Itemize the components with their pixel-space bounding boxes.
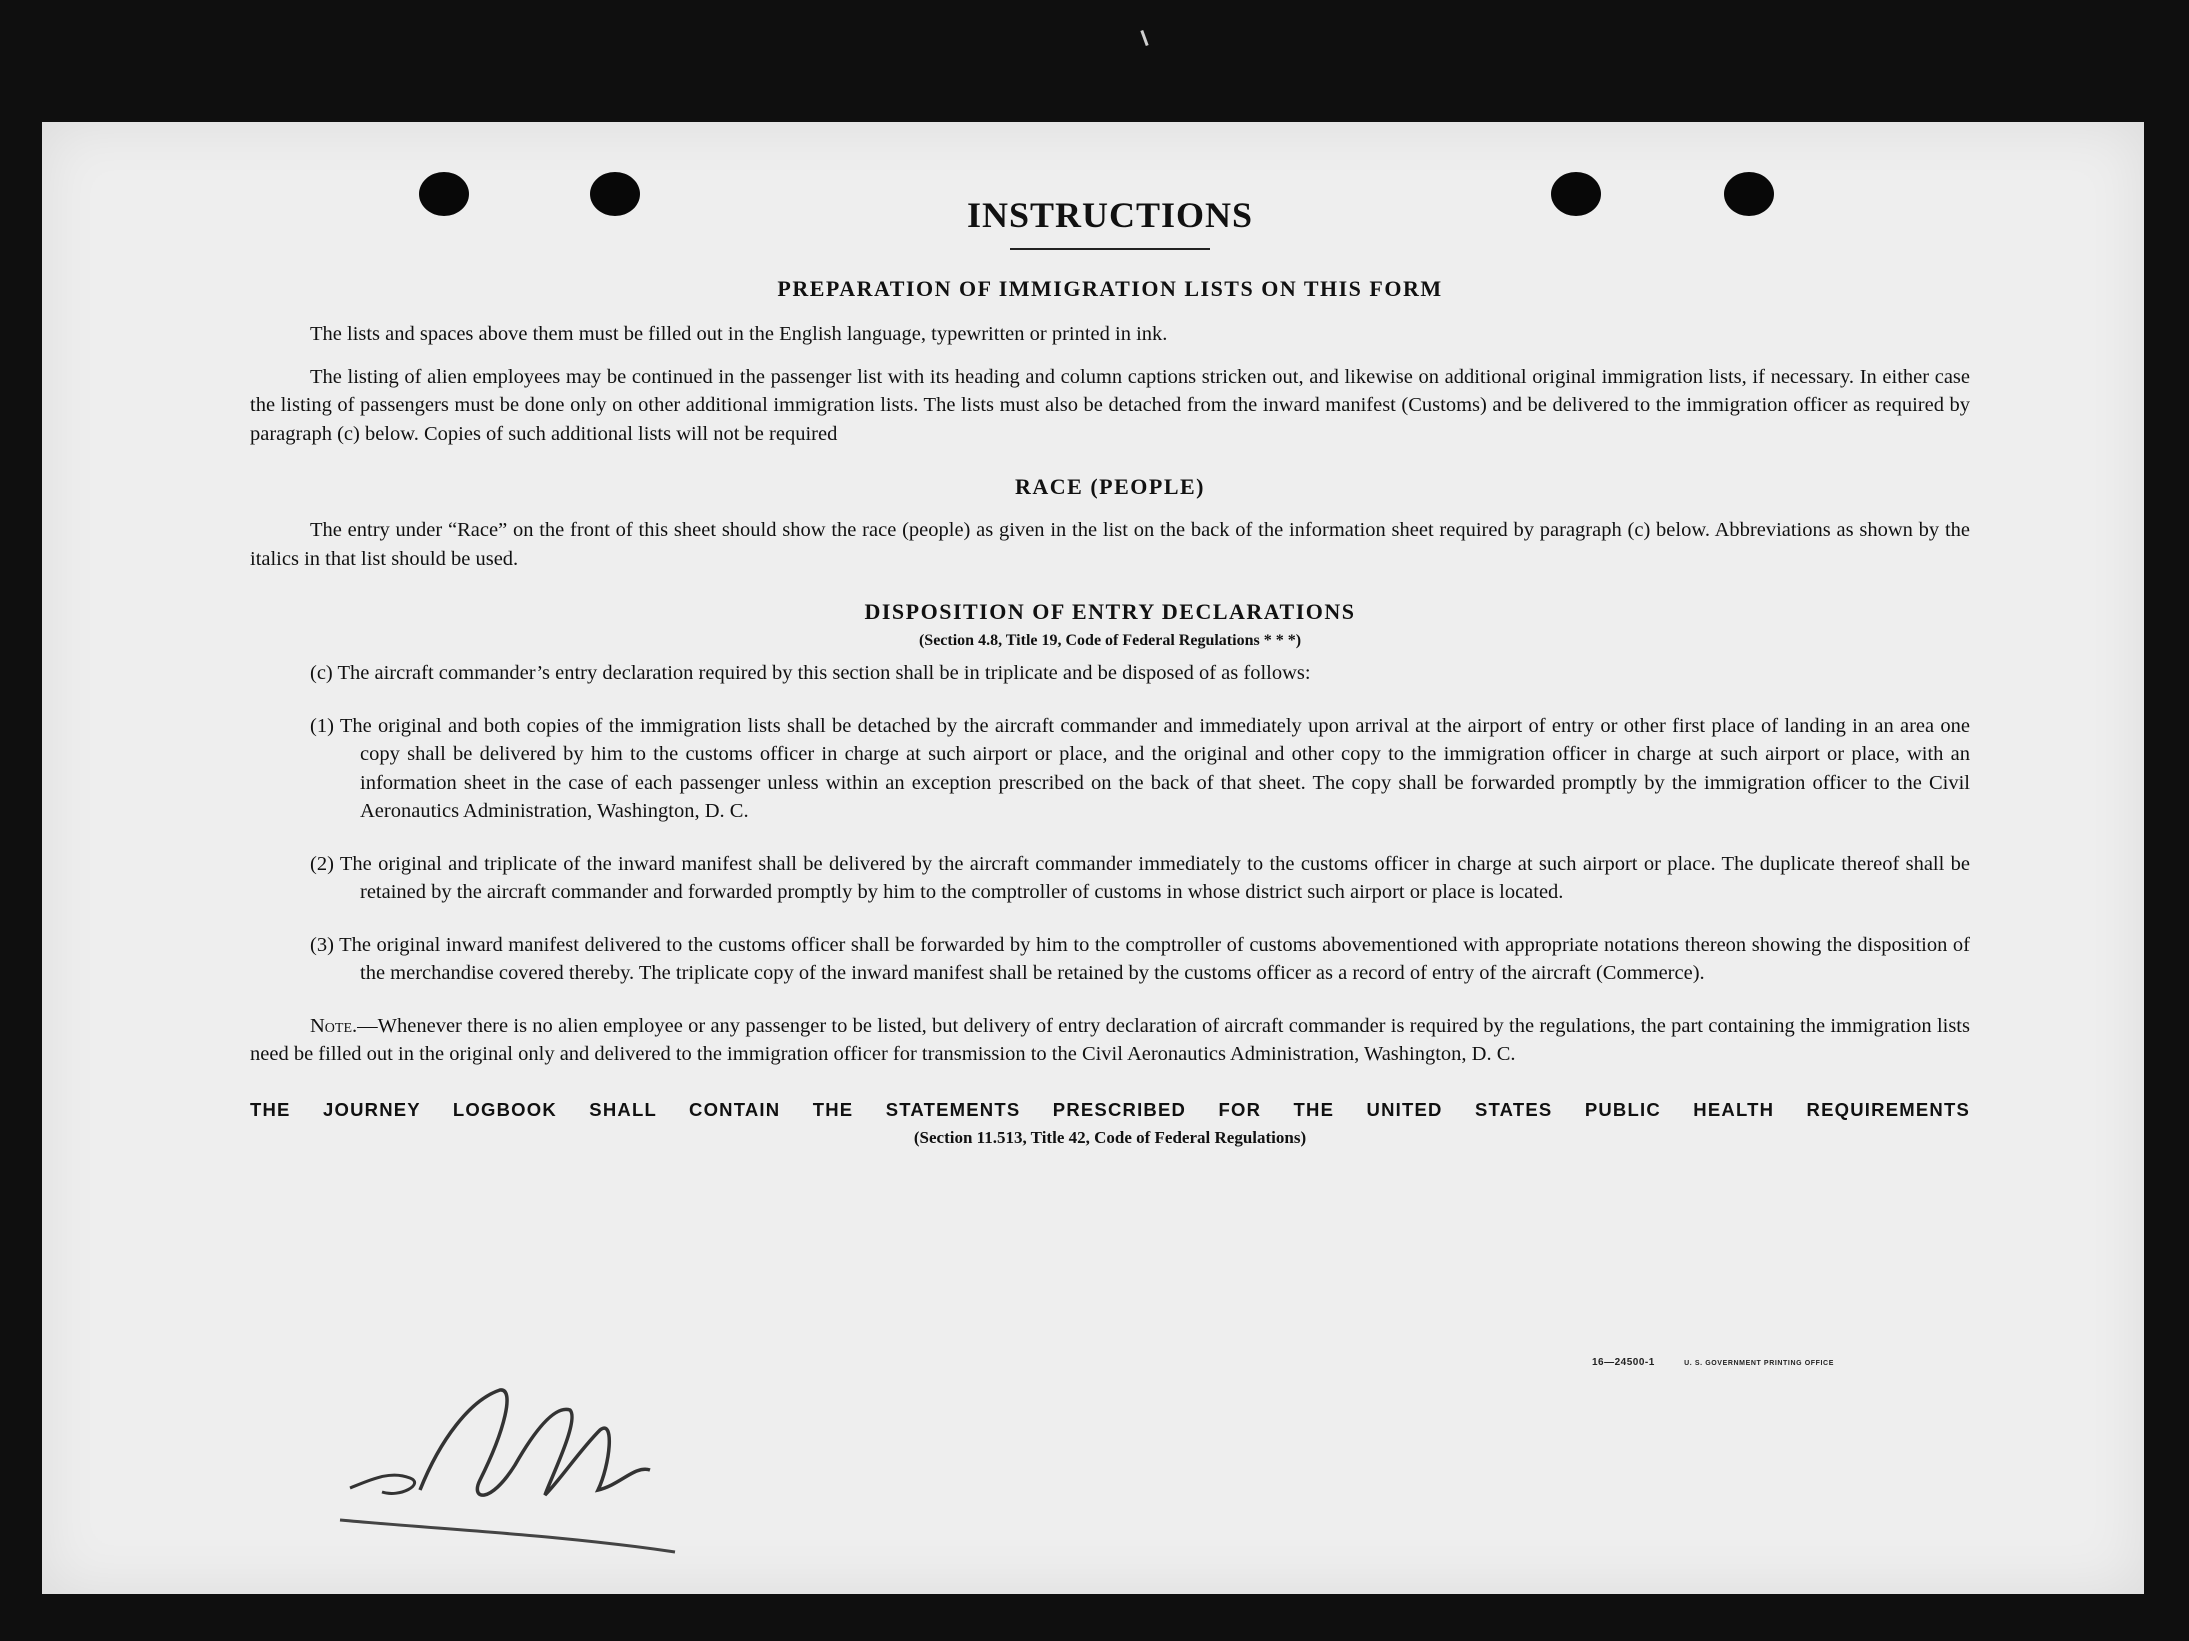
instructions-body [250, 190, 1970, 1151]
race-paragraph: The entry under “Race” on the front of this sheet should show the race (people) as given in the list on the back of the information sheet required by paragraph (c) below. Abbreviations as shown by the italics in that list should be used. [250, 519, 1970, 570]
note-paragraph [250, 1012, 1970, 1069]
disposition-item-3: (3) The original inward manifest delivered to the customs officer shall be forwarded by him to the comptroller of customs abovementioned with appropriate notations thereon showing the disposition of the merchandise covered thereby. The triplicate copy of the inward manifest shall be retained by the customs officer as a record of entry of the aircraft (Commerce). [310, 933, 1970, 984]
preparation-paragraph-1: The lists and spaces above them must be filled out in the English language, typewritten or printed in ink. [310, 323, 1168, 345]
disposition-item-1: (1) The original and both copies of the immigration lists shall be detached by the aircraft commander and immediately upon arrival at the airport of entry or other first place of landing in an area one copy shall be delivered by him to the customs officer in charge at such airport or place, and the original and other copy to the immigration officer in charge at such airport or place, with an information sheet in the case of each passenger unless within an exception prescribed on the back of that sheet. The copy shall be forwarded promptly by the immigration officer to the Civil Aeronautics Administration, Washington, D. C. [310, 714, 1970, 822]
title-underline [1010, 248, 1210, 250]
disposition-citation: (Section 4.8, Title 19, Code of Federal Regulations * * *) [918, 632, 1302, 649]
note-text: —Whenever there is no alien employee or any passenger to be listed, but delivery of entry declaration of aircraft commander is required by the regulations, the part containing the immigration lists need be filled out in the original only and delivered to the immigration officer for transmission to the Civil Aeronautics Administration, Washington, D. C. [250, 1014, 1970, 1065]
form-number: 16—24500-1 [1592, 1357, 1655, 1368]
section-heading-disposition: DISPOSITION OF ENTRY DECLARATIONS [864, 599, 1356, 624]
page-title: INSTRUCTIONS [966, 195, 1254, 235]
printer-name: U. S. GOVERNMENT PRINTING OFFICE [1684, 1360, 1834, 1367]
handwritten-signature-icon [330, 1370, 730, 1560]
section-heading-preparation: PREPARATION OF IMMIGRATION LISTS ON THIS FORM [777, 276, 1443, 301]
disposition-intro: (c) The aircraft commander’s entry declaration required by this section shall be in triplicate and be disposed of as follows: [310, 662, 1311, 684]
paper-mark [1140, 30, 1148, 46]
disposition-item-2: (2) The original and triplicate of the inward manifest shall be delivered by the aircraft commander immediately to the customs officer in charge at such airport or place. The duplicate thereof shall be retained by the aircraft commander and forwarded promptly by him to the comptroller of customs in whose district such airport or place is located. [310, 852, 1970, 903]
logbook-citation: (Section 11.513, Title 42, Code of Federal Regulations) [913, 1127, 1307, 1147]
printer-imprint [1592, 1357, 1860, 1368]
section-heading-race: RACE (PEOPLE) [1015, 474, 1205, 499]
logbook-statement: THE JOURNEY LOGBOOK SHALL CONTAIN THE STATEMENTS PRESCRIBED FOR THE UNITED STATES PUBLIC HEALTH REQUIREMENTS [250, 1098, 1970, 1120]
preparation-paragraph-2: The listing of alien employees may be continued in the passenger list with its heading and column captions stricken out, and likewise on additional original immigration lists, if necessary. In either case the listing of passengers must be done only on other additional immigration lists. The lists must also be detached from the inward manifest (Customs) and be delivered to the immigration officer as required by paragraph (c) below. Copies of such additional lists will not be required [250, 365, 1970, 445]
note-label: Note. [310, 1014, 358, 1037]
